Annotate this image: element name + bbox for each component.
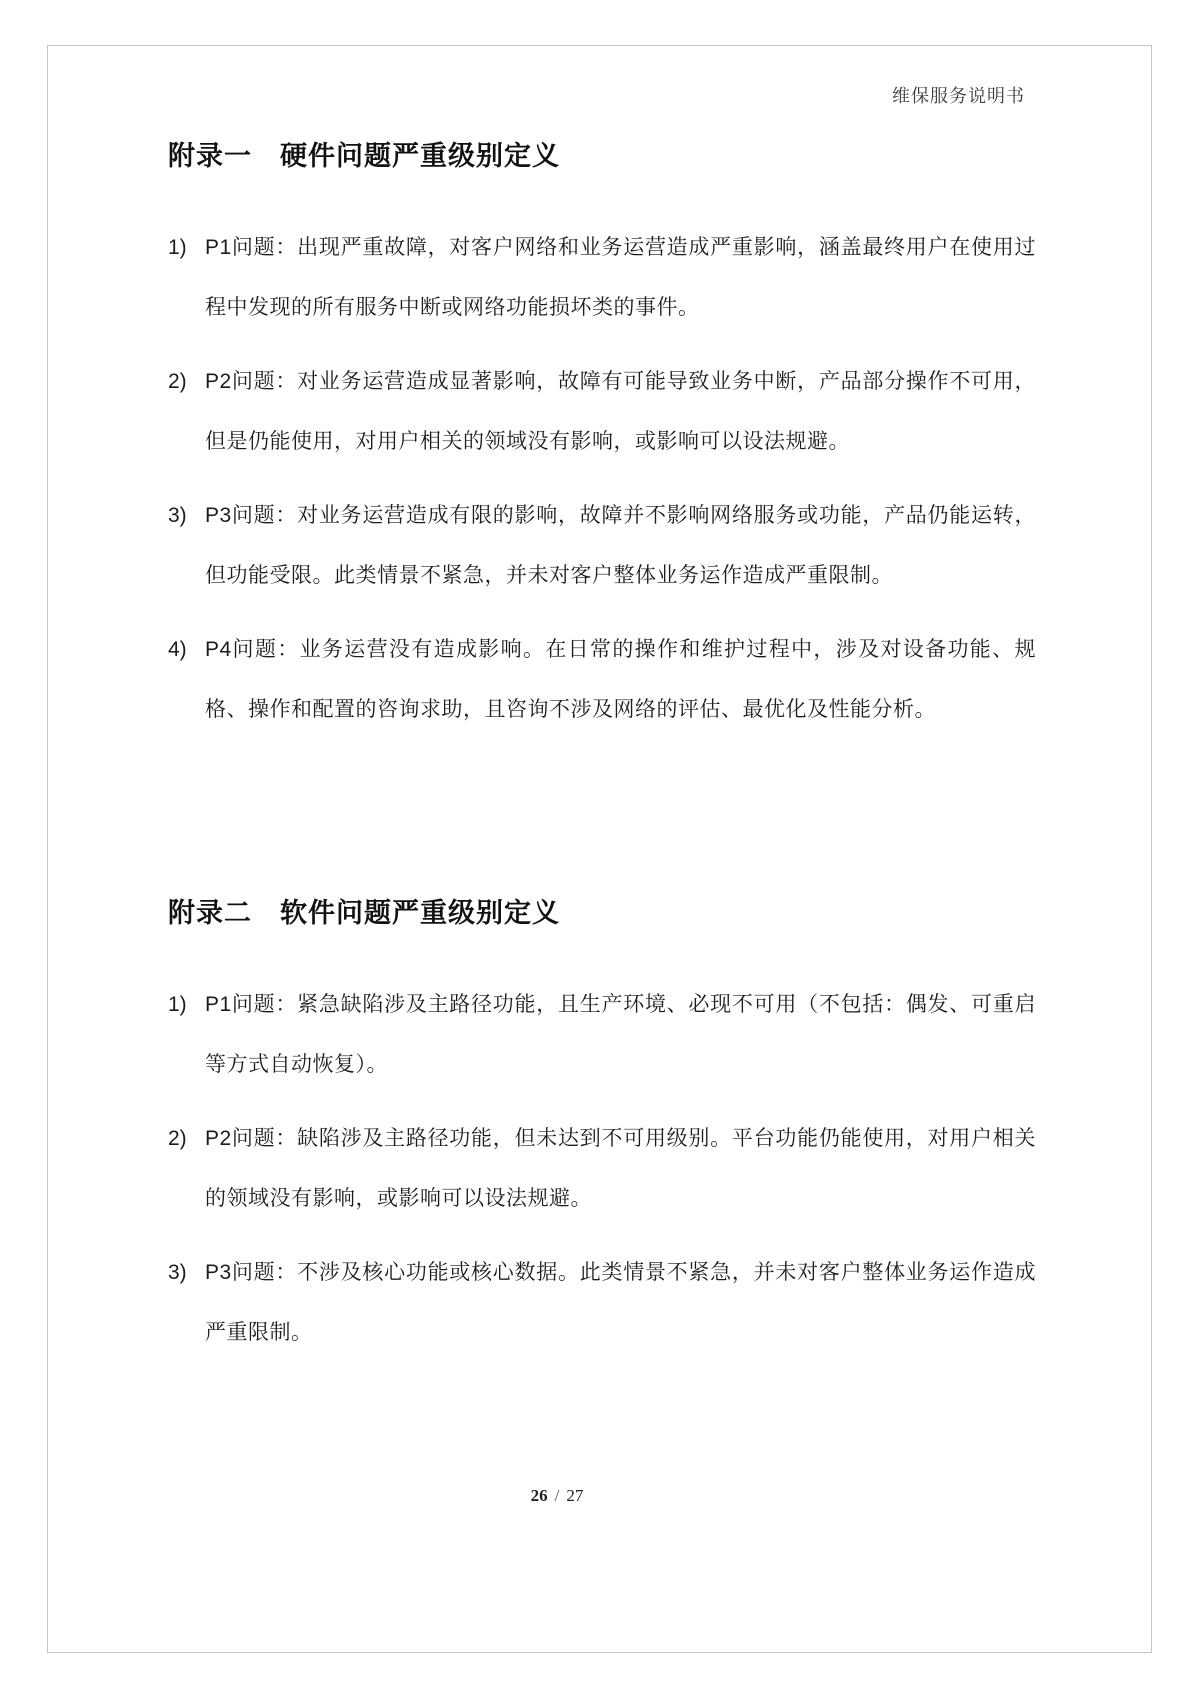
list-item <box>168 486 1036 606</box>
item-number: 4) <box>168 638 187 661</box>
item-number: 3) <box>168 1261 187 1284</box>
item-text: P1问题：紧急缺陷涉及主路径功能，且生产环境、必现不可用（不包括：偶发、可重启等方式自动恢复）。 <box>205 993 1036 1076</box>
section-software-severity <box>168 893 1036 1377</box>
page-number-separator: / <box>554 1486 560 1505</box>
section-title: 附录二 软件问题严重级别定义 <box>168 898 560 928</box>
item-text: P1问题：出现严重故障，对客户网络和业务运营造成严重影响，涵盖最终用户在使用过程中发现的所有服务中断或网络功能损坏类的事件。 <box>205 236 1036 319</box>
item-text: P2问题：对业务运营造成显著影响，故障有可能导致业务中断，产品部分操作不可用，但是仍能使用，对用户相关的领域没有影响，或影响可以设法规避。 <box>205 370 1036 453</box>
item-number: 2) <box>168 370 187 393</box>
item-number: 2) <box>168 1127 187 1150</box>
page-number-current: 26 <box>530 1486 548 1505</box>
item-text: P3问题：不涉及核心功能或核心数据。此类情景不紧急，并未对客户整体业务运作造成严重限制。 <box>205 1261 1036 1344</box>
item-text: P4问题：业务运营没有造成影响。在日常的操作和维护过程中，涉及对设备功能、规格、操作和配置的咨询求助，且咨询不涉及网络的评估、最优化及性能分析。 <box>205 638 1036 721</box>
item-number: 3) <box>168 504 187 527</box>
item-text: P2问题：缺陷涉及主路径功能，但未达到不可用级别。平台功能仍能使用，对用户相关的领域没有影响，或影响可以设法规避。 <box>205 1127 1036 1210</box>
section-hardware-severity <box>168 136 1036 754</box>
section-title: 附录一 硬件问题严重级别定义 <box>168 141 560 171</box>
document-header-title: 维保服务说明书 <box>892 86 1025 106</box>
list-item <box>168 1243 1036 1363</box>
list-item <box>168 352 1036 472</box>
item-number: 1) <box>168 236 187 259</box>
list-item <box>168 218 1036 338</box>
item-number: 1) <box>168 993 187 1016</box>
list-item <box>168 620 1036 740</box>
item-text: P3问题：对业务运营造成有限的影响，故障并不影响网络服务或功能，产品仍能运转，但功能受限。此类情景不紧急，并未对客户整体业务运作造成严重限制。 <box>205 504 1036 587</box>
list-item <box>168 1109 1036 1229</box>
page-footer <box>47 1486 1067 1506</box>
page-number-total: 27 <box>566 1486 584 1505</box>
list-item <box>168 975 1036 1095</box>
